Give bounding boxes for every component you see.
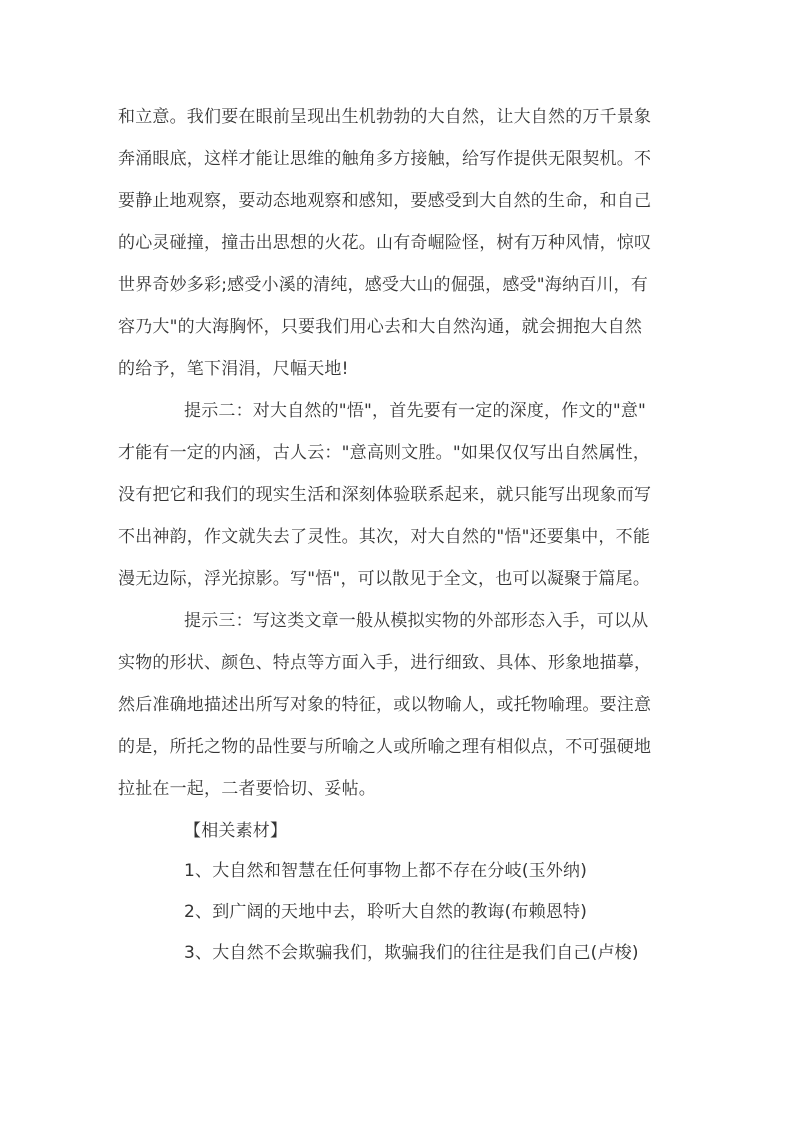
paragraph-2-line: 不出神韵，作文就失去了灵性。其次，对大自然的"悟"还要集中，不能 xyxy=(118,527,651,547)
paragraph-3-line: 提示三：写这类文章一般从模拟实物的外部形态入手，可以从 xyxy=(184,611,649,631)
paragraph-3-line: 实物的形状、颜色、特点等方面入手，进行细致、具体、形象地描摹， xyxy=(118,653,652,673)
paragraph-1-line: 的给予，笔下涓涓，尺幅天地! xyxy=(118,359,349,379)
paragraph-2-line: 没有把它和我们的现实生活和深刻体验联系起来，就只能写出现象而写 xyxy=(118,485,652,505)
materials-heading: 【相关素材】 xyxy=(184,821,288,841)
material-item: 2、到广阔的天地中去，聆听大自然的教诲(布赖恩特) xyxy=(184,902,588,922)
paragraph-3-line: 的是，所托之物的品性要与所喻之人或所喻之理有相似点，不可强硬地 xyxy=(118,737,652,757)
paragraph-3-line: 拉扯在一起，二者要恰切、妥帖。 xyxy=(118,779,376,799)
paragraph-2-line: 漫无边际，浮光掠影。写"悟"，可以散见于全文，也可以凝聚于篇尾。 xyxy=(118,569,651,589)
paragraph-1-line: 容乃大"的大海胸怀，只要我们用心去和大自然沟通，就会拥抱大自然 xyxy=(118,317,643,337)
paragraph-1-line: 世界奇妙多彩;感受小溪的清纯，感受大山的倔强，感受"海纳百川，有 xyxy=(118,275,648,295)
paragraph-1-line: 的心灵碰撞，撞击出思想的火花。山有奇崛险怪，树有万种风情，惊叹 xyxy=(118,233,652,253)
paragraph-1-line: 奔涌眼底，这样才能让思维的触角多方接触，给写作提供无限契机。不 xyxy=(118,149,652,169)
paragraph-2-line: 提示二：对大自然的"悟"，首先要有一定的深度，作文的"意" xyxy=(184,401,647,421)
material-item: 1、大自然和智慧在任何事物上都不存在分岐(玉外纳) xyxy=(184,861,588,881)
paragraph-2-line: 才能有一定的内涵，古人云："意高则文胜。"如果仅仅写出自然属性， xyxy=(118,443,651,463)
material-item: 3、大自然不会欺骗我们，欺骗我们的往往是我们自己(卢梭) xyxy=(184,943,639,963)
paragraph-3-line: 然后准确地描述出所写对象的特征，或以物喻人，或托物喻理。要注意 xyxy=(118,695,652,715)
paragraph-1-line: 和立意。我们要在眼前呈现出生机勃勃的大自然，让大自然的万千景象 xyxy=(118,107,652,127)
paragraph-1-line: 要静止地观察，要动态地观察和感知，要感受到大自然的生命，和自己 xyxy=(118,191,652,211)
